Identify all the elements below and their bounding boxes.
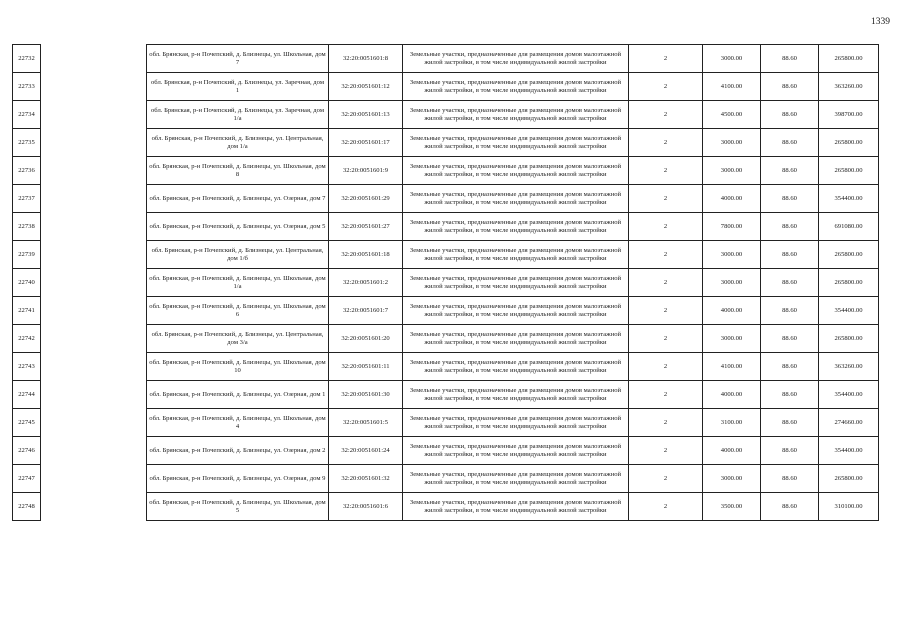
- cadastral-value-cell: 398700.00: [819, 101, 879, 129]
- category-cell: 2: [629, 241, 703, 269]
- table-row: [13, 493, 879, 521]
- gap-cell: [41, 185, 147, 213]
- cadastral-value-cell: 265800.00: [819, 45, 879, 73]
- specific-value-cell: 88.60: [761, 185, 819, 213]
- category-cell: 2: [629, 409, 703, 437]
- permitted-use-cell: Земельные участки, предназначенные для размещения домов малоэтажной жилой застройки, в том числе индивидуальной жилой застройки: [403, 325, 629, 353]
- row-number-cell: 22734: [13, 101, 41, 129]
- cadastral-number-cell: 32:20:0051601:6: [329, 493, 403, 521]
- address-cell: обл. Брянская, р-н Почепский, д. Близнецы, ул. Озерная, дом 1: [147, 381, 329, 409]
- permitted-use-cell: Земельные участки, предназначенные для размещения домов малоэтажной жилой застройки, в том числе индивидуальной жилой застройки: [403, 297, 629, 325]
- row-number-cell: 22743: [13, 353, 41, 381]
- gap-cell: [41, 73, 147, 101]
- area-cell: 3000.00: [703, 325, 761, 353]
- area-cell: 3000.00: [703, 241, 761, 269]
- area-cell: 4500.00: [703, 101, 761, 129]
- area-cell: 3000.00: [703, 465, 761, 493]
- permitted-use-cell: Земельные участки, предназначенные для размещения домов малоэтажной жилой застройки, в том числе индивидуальной жилой застройки: [403, 45, 629, 73]
- gap-cell: [41, 213, 147, 241]
- row-number-cell: 22739: [13, 241, 41, 269]
- specific-value-cell: 88.60: [761, 157, 819, 185]
- row-number-cell: 22741: [13, 297, 41, 325]
- cadastral-value-cell: 354400.00: [819, 381, 879, 409]
- cadastral-value-cell: 265800.00: [819, 241, 879, 269]
- category-cell: 2: [629, 493, 703, 521]
- specific-value-cell: 88.60: [761, 297, 819, 325]
- cadastral-number-cell: 32:20:0051601:18: [329, 241, 403, 269]
- permitted-use-cell: Земельные участки, предназначенные для размещения домов малоэтажной жилой застройки, в том числе индивидуальной жилой застройки: [403, 269, 629, 297]
- cadastral-value-cell: 265800.00: [819, 129, 879, 157]
- table-row: [13, 213, 879, 241]
- table-row: [13, 465, 879, 493]
- row-number-cell: 22740: [13, 269, 41, 297]
- category-cell: 2: [629, 465, 703, 493]
- table-row: [13, 157, 879, 185]
- gap-cell: [41, 101, 147, 129]
- table-row: [13, 437, 879, 465]
- table-row: [13, 353, 879, 381]
- row-number-cell: 22738: [13, 213, 41, 241]
- cadastral-value-cell: 363260.00: [819, 73, 879, 101]
- category-cell: 2: [629, 269, 703, 297]
- area-cell: 3000.00: [703, 129, 761, 157]
- cadastral-number-cell: 32:20:0051601:20: [329, 325, 403, 353]
- table-row: [13, 73, 879, 101]
- cadastral-number-cell: 32:20:0051601:29: [329, 185, 403, 213]
- cadastral-value-cell: 265800.00: [819, 157, 879, 185]
- cadastral-value-cell: 363260.00: [819, 353, 879, 381]
- permitted-use-cell: Земельные участки, предназначенные для размещения домов малоэтажной жилой застройки, в том числе индивидуальной жилой застройки: [403, 129, 629, 157]
- specific-value-cell: 88.60: [761, 241, 819, 269]
- gap-cell: [41, 437, 147, 465]
- cadastral-value-cell: 310100.00: [819, 493, 879, 521]
- specific-value-cell: 88.60: [761, 269, 819, 297]
- row-number-cell: 22742: [13, 325, 41, 353]
- address-cell: обл. Брянская, р-н Почепский, д. Близнецы, ул. Озерная, дом 9: [147, 465, 329, 493]
- specific-value-cell: 88.60: [761, 213, 819, 241]
- specific-value-cell: 88.60: [761, 409, 819, 437]
- specific-value-cell: 88.60: [761, 493, 819, 521]
- permitted-use-cell: Земельные участки, предназначенные для размещения домов малоэтажной жилой застройки, в том числе индивидуальной жилой застройки: [403, 101, 629, 129]
- specific-value-cell: 88.60: [761, 381, 819, 409]
- cadastral-value-cell: 354400.00: [819, 437, 879, 465]
- specific-value-cell: 88.60: [761, 437, 819, 465]
- permitted-use-cell: Земельные участки, предназначенные для размещения домов малоэтажной жилой застройки, в том числе индивидуальной жилой застройки: [403, 241, 629, 269]
- permitted-use-cell: Земельные участки, предназначенные для размещения домов малоэтажной жилой застройки, в том числе индивидуальной жилой застройки: [403, 213, 629, 241]
- row-number-cell: 22737: [13, 185, 41, 213]
- cadastral-value-cell: 354400.00: [819, 297, 879, 325]
- address-cell: обл. Брянская, р-н Почепский, д. Близнецы, ул. Озерная, дом 7: [147, 185, 329, 213]
- cadastral-number-cell: 32:20:0051601:8: [329, 45, 403, 73]
- address-cell: обл. Брянская, р-н Почепский, д. Близнецы, ул. Школьная, дом 10: [147, 353, 329, 381]
- cadastral-number-cell: 32:20:0051601:17: [329, 129, 403, 157]
- gap-cell: [41, 297, 147, 325]
- specific-value-cell: 88.60: [761, 129, 819, 157]
- specific-value-cell: 88.60: [761, 45, 819, 73]
- address-cell: обл. Брянская, р-н Почепский, д. Близнецы, ул. Школьная, дом 4: [147, 409, 329, 437]
- address-cell: обл. Брянская, р-н Почепский, д. Близнецы, ул. Заречная, дом 1: [147, 73, 329, 101]
- gap-cell: [41, 465, 147, 493]
- gap-cell: [41, 157, 147, 185]
- table-row: [13, 129, 879, 157]
- address-cell: обл. Брянская, р-н Почепский, д. Близнецы, ул. Школьная, дом 8: [147, 157, 329, 185]
- specific-value-cell: 88.60: [761, 353, 819, 381]
- cadastral-value-cell: 265800.00: [819, 325, 879, 353]
- row-number-cell: 22745: [13, 409, 41, 437]
- row-number-cell: 22735: [13, 129, 41, 157]
- permitted-use-cell: Земельные участки, предназначенные для размещения домов малоэтажной жилой застройки, в том числе индивидуальной жилой застройки: [403, 465, 629, 493]
- category-cell: 2: [629, 437, 703, 465]
- category-cell: 2: [629, 213, 703, 241]
- area-cell: 3000.00: [703, 45, 761, 73]
- area-cell: 4100.00: [703, 353, 761, 381]
- address-cell: обл. Брянская, р-н Почепский, д. Близнецы, ул. Центральная, дом 1/б: [147, 241, 329, 269]
- gap-cell: [41, 45, 147, 73]
- area-cell: 4000.00: [703, 297, 761, 325]
- page-number: 1339: [871, 17, 890, 27]
- cadastral-number-cell: 32:20:0051601:30: [329, 381, 403, 409]
- table-row: [13, 101, 879, 129]
- cadastral-value-cell: 354400.00: [819, 185, 879, 213]
- category-cell: 2: [629, 157, 703, 185]
- gap-cell: [41, 381, 147, 409]
- specific-value-cell: 88.60: [761, 73, 819, 101]
- cadastral-number-cell: 32:20:0051601:27: [329, 213, 403, 241]
- table-row: [13, 381, 879, 409]
- area-cell: 3500.00: [703, 493, 761, 521]
- table-row: [13, 269, 879, 297]
- address-cell: обл. Брянская, р-н Почепский, д. Близнецы, ул. Школьная, дом 5: [147, 493, 329, 521]
- permitted-use-cell: Земельные участки, предназначенные для размещения домов малоэтажной жилой застройки, в том числе индивидуальной жилой застройки: [403, 73, 629, 101]
- area-cell: 4000.00: [703, 437, 761, 465]
- address-cell: обл. Брянская, р-н Почепский, д. Близнецы, ул. Школьная, дом 7: [147, 45, 329, 73]
- row-number-cell: 22746: [13, 437, 41, 465]
- cadastral-number-cell: 32:20:0051601:2: [329, 269, 403, 297]
- cadastral-number-cell: 32:20:0051601:13: [329, 101, 403, 129]
- cadastral-value-cell: 265800.00: [819, 269, 879, 297]
- category-cell: 2: [629, 381, 703, 409]
- row-number-cell: 22747: [13, 465, 41, 493]
- area-cell: 4100.00: [703, 73, 761, 101]
- permitted-use-cell: Земельные участки, предназначенные для размещения домов малоэтажной жилой застройки, в том числе индивидуальной жилой застройки: [403, 185, 629, 213]
- cadastral-value-cell: 265800.00: [819, 465, 879, 493]
- row-number-cell: 22744: [13, 381, 41, 409]
- table-row: [13, 297, 879, 325]
- category-cell: 2: [629, 101, 703, 129]
- category-cell: 2: [629, 185, 703, 213]
- permitted-use-cell: Земельные участки, предназначенные для размещения домов малоэтажной жилой застройки, в том числе индивидуальной жилой застройки: [403, 353, 629, 381]
- table-body: [13, 45, 879, 521]
- category-cell: 2: [629, 353, 703, 381]
- address-cell: обл. Брянская, р-н Почепский, д. Близнецы, ул. Заречная, дом 1/а: [147, 101, 329, 129]
- address-cell: обл. Брянская, р-н Почепский, д. Близнецы, ул. Озерная, дом 2: [147, 437, 329, 465]
- cadastral-value-cell: 691080.00: [819, 213, 879, 241]
- gap-cell: [41, 241, 147, 269]
- row-number-cell: 22736: [13, 157, 41, 185]
- category-cell: 2: [629, 297, 703, 325]
- cadastral-number-cell: 32:20:0051601:9: [329, 157, 403, 185]
- gap-cell: [41, 409, 147, 437]
- table-row: [13, 325, 879, 353]
- cadastral-value-cell: 274660.00: [819, 409, 879, 437]
- cadastral-number-cell: 32:20:0051601:5: [329, 409, 403, 437]
- category-cell: 2: [629, 325, 703, 353]
- gap-cell: [41, 129, 147, 157]
- area-cell: 3000.00: [703, 157, 761, 185]
- table-row: [13, 409, 879, 437]
- row-number-cell: 22732: [13, 45, 41, 73]
- category-cell: 2: [629, 73, 703, 101]
- gap-cell: [41, 325, 147, 353]
- gap-cell: [41, 353, 147, 381]
- gap-cell: [41, 493, 147, 521]
- specific-value-cell: 88.60: [761, 325, 819, 353]
- permitted-use-cell: Земельные участки, предназначенные для размещения домов малоэтажной жилой застройки, в том числе индивидуальной жилой застройки: [403, 409, 629, 437]
- permitted-use-cell: Земельные участки, предназначенные для размещения домов малоэтажной жилой застройки, в том числе индивидуальной жилой застройки: [403, 437, 629, 465]
- cadastral-number-cell: 32:20:0051601:7: [329, 297, 403, 325]
- area-cell: 4000.00: [703, 381, 761, 409]
- address-cell: обл. Брянская, р-н Почепский, д. Близнецы, ул. Центральная, дом 3/а: [147, 325, 329, 353]
- area-cell: 7800.00: [703, 213, 761, 241]
- address-cell: обл. Брянская, р-н Почепский, д. Близнецы, ул. Озерная, дом 5: [147, 213, 329, 241]
- table-row: [13, 241, 879, 269]
- area-cell: 4000.00: [703, 185, 761, 213]
- category-cell: 2: [629, 45, 703, 73]
- address-cell: обл. Брянская, р-н Почепский, д. Близнецы, ул. Школьная, дом 6: [147, 297, 329, 325]
- cadastral-number-cell: 32:20:0051601:12: [329, 73, 403, 101]
- category-cell: 2: [629, 129, 703, 157]
- specific-value-cell: 88.60: [761, 101, 819, 129]
- table-row: [13, 185, 879, 213]
- area-cell: 3100.00: [703, 409, 761, 437]
- gap-cell: [41, 269, 147, 297]
- permitted-use-cell: Земельные участки, предназначенные для размещения домов малоэтажной жилой застройки, в том числе индивидуальной жилой застройки: [403, 493, 629, 521]
- cadastral-number-cell: 32:20:0051601:11: [329, 353, 403, 381]
- table-row: [13, 45, 879, 73]
- land-registry-table: [12, 44, 879, 521]
- row-number-cell: 22733: [13, 73, 41, 101]
- permitted-use-cell: Земельные участки, предназначенные для размещения домов малоэтажной жилой застройки, в том числе индивидуальной жилой застройки: [403, 381, 629, 409]
- permitted-use-cell: Земельные участки, предназначенные для размещения домов малоэтажной жилой застройки, в том числе индивидуальной жилой застройки: [403, 157, 629, 185]
- address-cell: обл. Брянская, р-н Почепский, д. Близнецы, ул. Школьная, дом 1/а: [147, 269, 329, 297]
- row-number-cell: 22748: [13, 493, 41, 521]
- address-cell: обл. Брянская, р-н Почепский, д. Близнецы, ул. Центральная, дом 1/а: [147, 129, 329, 157]
- cadastral-number-cell: 32:20:0051601:24: [329, 437, 403, 465]
- cadastral-number-cell: 32:20:0051601:32: [329, 465, 403, 493]
- area-cell: 3000.00: [703, 269, 761, 297]
- specific-value-cell: 88.60: [761, 465, 819, 493]
